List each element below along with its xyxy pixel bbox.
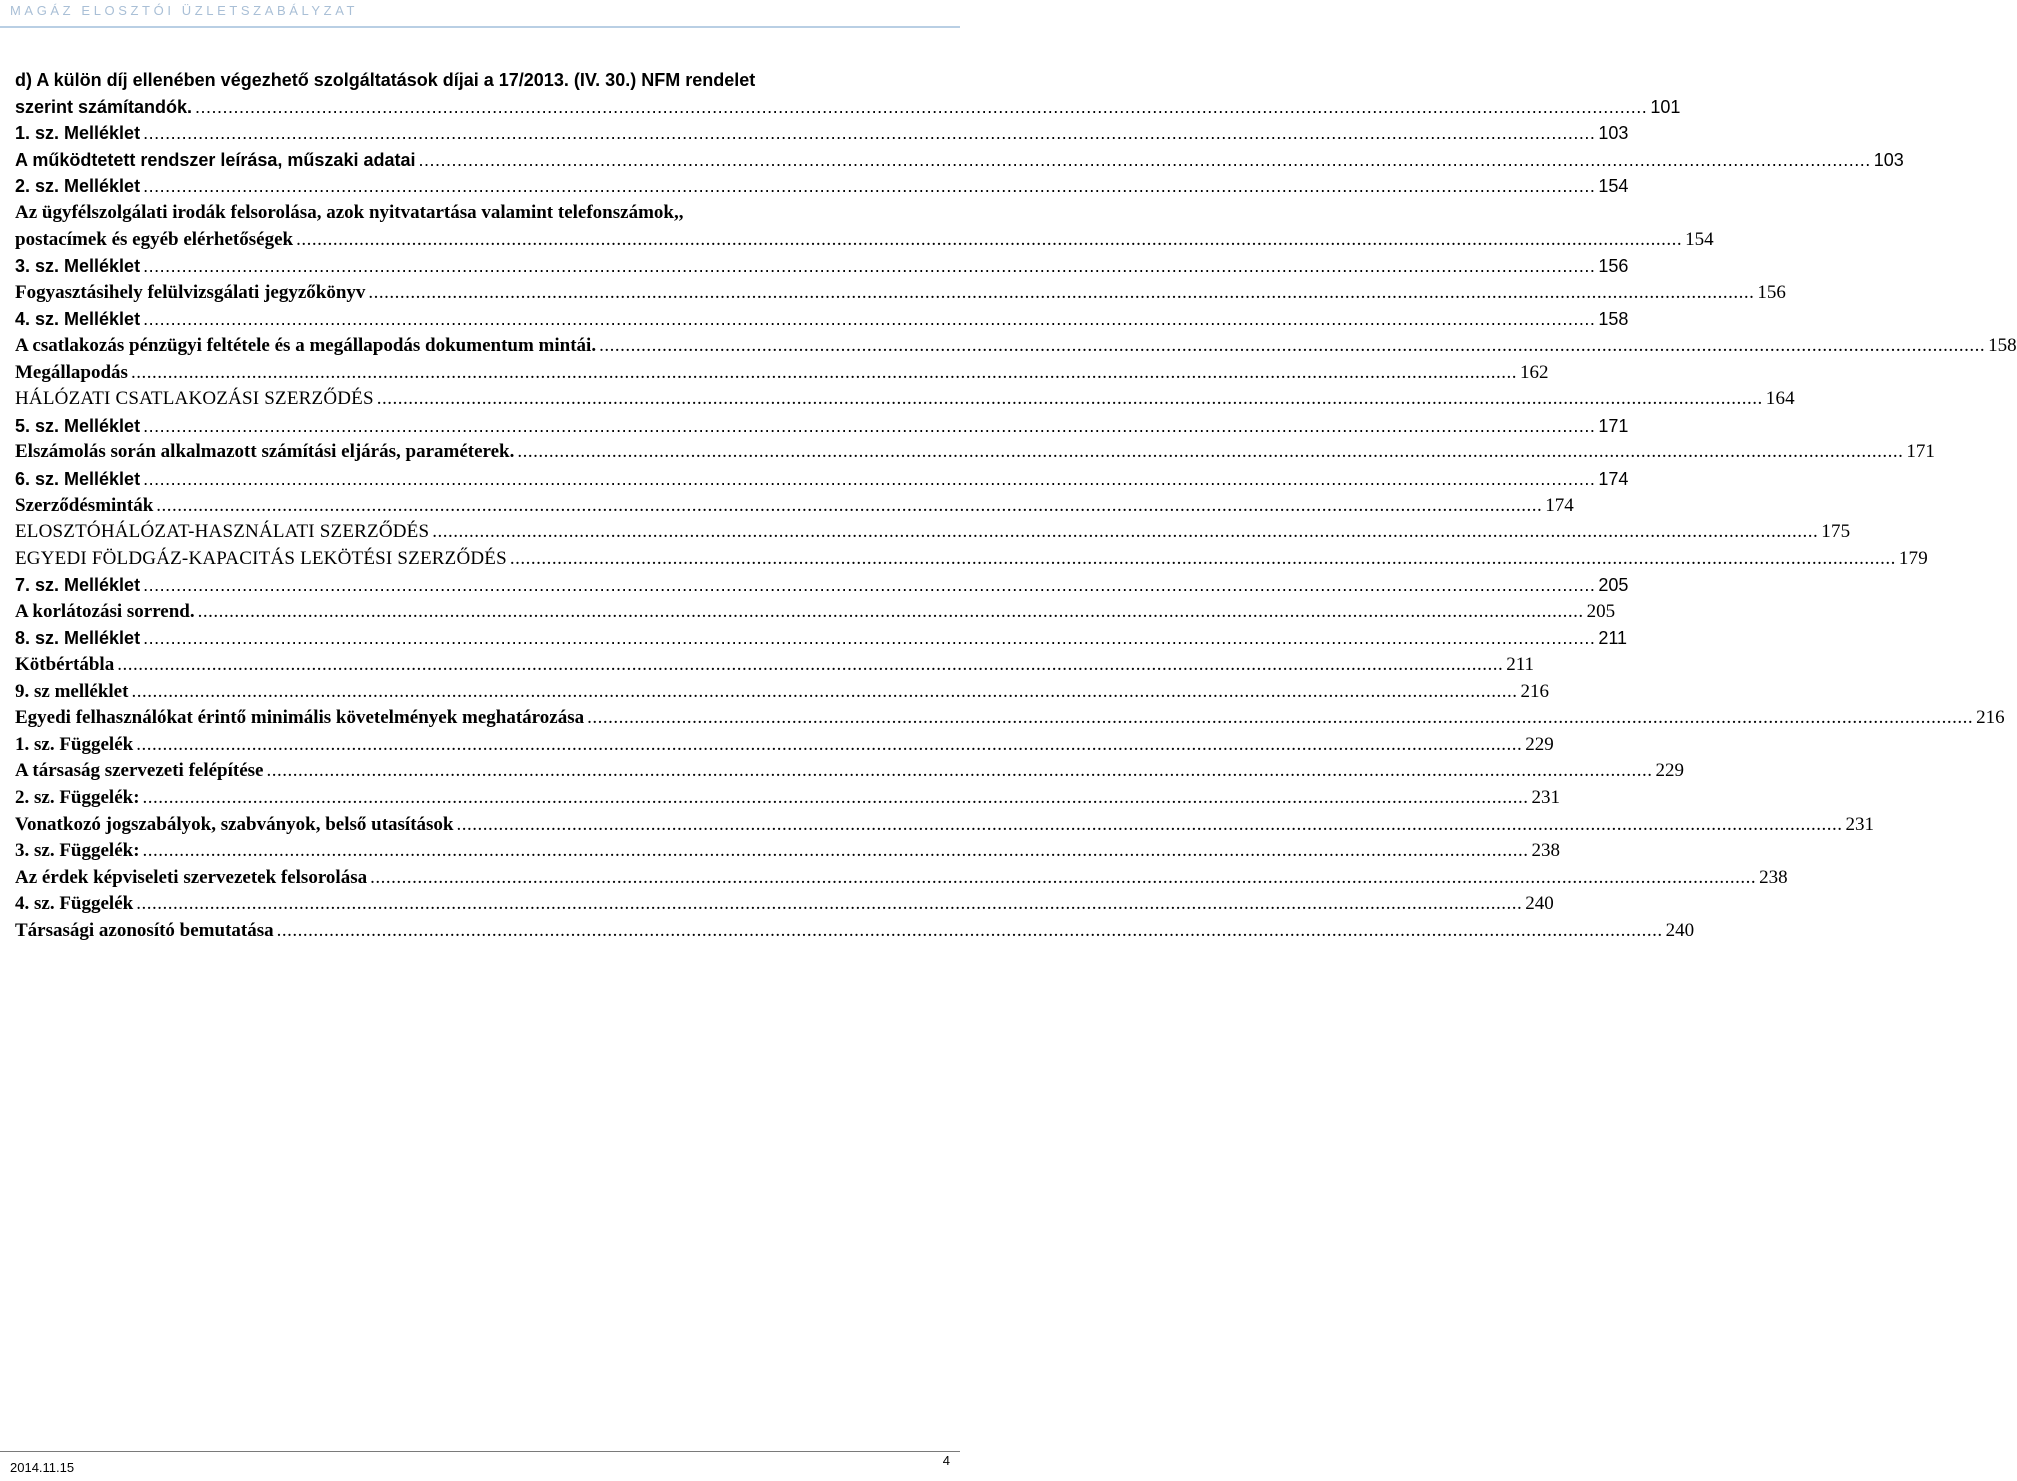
toc-entry[interactable] — [15, 599, 1616, 626]
toc-entry-title: postacímek és egyéb elérhetőségek — [15, 228, 294, 250]
toc-entry-page: 103 — [1598, 123, 1629, 144]
toc-entry-page: 240 — [1665, 920, 1695, 941]
toc-entry[interactable] — [15, 386, 1795, 413]
page-number: 4 — [942, 1453, 950, 1468]
toc-entry[interactable] — [15, 253, 1629, 280]
toc-entry-title: 3. sz. Függelék: — [15, 840, 140, 862]
toc-entry[interactable] — [15, 413, 1629, 440]
toc-entry[interactable] — [15, 812, 1874, 839]
toc-entry-page: 171 — [1906, 441, 1935, 463]
toc-entry[interactable] — [15, 572, 1629, 599]
toc-entry-title: ELOSZTÓHÁLÓZAT-HASZNÁLATI SZERZŐDÉS — [15, 521, 430, 543]
toc-entry-page: 156 — [1598, 256, 1629, 277]
toc-entry[interactable] — [15, 333, 2017, 360]
header-rule — [0, 26, 960, 28]
dot-leader — [457, 812, 1843, 839]
toc-entry-page: 158 — [1598, 309, 1629, 330]
toc-entry[interactable] — [15, 705, 2005, 732]
toc-entry-title: 3. sz. Melléklet — [15, 256, 141, 277]
toc-entry-page: 164 — [1765, 388, 1795, 410]
toc-entry-page: 175 — [1821, 521, 1851, 543]
dot-leader — [143, 625, 1595, 652]
dot-leader — [266, 758, 1652, 785]
dot-leader — [143, 838, 1529, 865]
toc-entry[interactable] — [15, 891, 1554, 918]
toc-entry[interactable] — [15, 732, 1554, 759]
toc-entry[interactable] — [15, 546, 1928, 573]
toc-entry[interactable] — [15, 652, 1535, 679]
dot-leader — [418, 147, 1870, 174]
toc-entry[interactable] — [15, 838, 1561, 865]
toc-entry-page: 238 — [1531, 840, 1561, 862]
dot-leader — [143, 306, 1595, 333]
toc-entry-title: szerint számítandók. — [15, 96, 193, 117]
toc-entry-page: 205 — [1586, 600, 1616, 622]
dot-leader — [377, 386, 1763, 413]
toc-entry[interactable] — [15, 679, 1549, 706]
toc-entry-page: 154 — [1598, 176, 1629, 197]
toc-entry-page: 174 — [1598, 468, 1629, 489]
toc-entry-page: 229 — [1655, 760, 1684, 782]
toc-entry-title: Elszámolás során alkalmazott számítási eljárás, paraméterek. — [15, 441, 515, 463]
toc-entry-title: 1. sz. Függelék — [15, 733, 134, 755]
toc-entry-title: A társaság szervezeti felépítése — [15, 760, 264, 782]
toc-entry-title: 2. sz. Függelék: — [15, 787, 140, 809]
toc-entry-page: 231 — [1531, 787, 1561, 809]
toc-entry-page: 216 — [1976, 707, 2005, 729]
dot-leader — [587, 705, 1973, 732]
toc-entry[interactable] — [15, 625, 1628, 652]
toc-entry-title: Társasági azonosító bemutatása — [15, 920, 274, 941]
toc-entry[interactable] — [15, 519, 1851, 546]
toc-entry-page: 205 — [1598, 575, 1629, 596]
toc-entry-title: 6. sz. Melléklet — [15, 468, 141, 489]
toc-entry-page: 154 — [1685, 228, 1714, 250]
toc-entry[interactable] — [15, 120, 1629, 147]
toc-entry[interactable] — [15, 173, 1629, 200]
toc-entry[interactable] — [15, 227, 1714, 254]
toc-entry-title: A korlátozási sorrend. — [15, 600, 195, 622]
toc-entry-page: 240 — [1525, 893, 1554, 915]
toc-entry[interactable] — [15, 67, 950, 94]
toc-entry-title: d) A külön díj ellenében végezhető szolgáltatások díjai a 17/2013. (IV. 30.) NFM rendelet — [15, 70, 756, 90]
dot-leader — [368, 280, 1754, 307]
toc-entry-page: 229 — [1525, 733, 1554, 755]
toc-entry[interactable] — [15, 439, 1935, 466]
toc-entry-title: Az érdek képviseleti szervezetek felsorolása — [15, 866, 368, 888]
toc-entry-title: Kötbértábla — [15, 654, 115, 676]
toc-entry-title: 9. sz melléklet — [15, 680, 129, 702]
dot-leader — [599, 333, 1985, 360]
toc-entry-title: 5. sz. Melléklet — [15, 415, 141, 436]
toc-entry-page: 231 — [1845, 813, 1874, 835]
toc-entry-title: Megállapodás — [15, 361, 128, 383]
toc-entry-title: HÁLÓZATI CSATLAKOZÁSI SZERZŐDÉS — [15, 388, 374, 410]
toc-entry-title: A csatlakozás pénzügyi feltétele és a megállapodás dokumentum mintái. — [15, 334, 597, 356]
toc-entry-page: 158 — [1988, 334, 2017, 356]
dot-leader — [131, 679, 1517, 706]
toc-entry-page: 162 — [1519, 361, 1549, 383]
toc-entry-page: 211 — [1598, 628, 1628, 649]
toc-entry-page: 174 — [1545, 494, 1574, 516]
toc-entry-title: Vonatkozó jogszabályok, szabványok, belső utasítások — [15, 813, 454, 835]
toc-entry-title: Az ügyfélszolgálati irodák felsorolása, azok nyitvatartása valamint telefonszámok,, — [15, 201, 684, 223]
toc-entry-page: 179 — [1898, 547, 1928, 569]
dot-leader — [143, 572, 1595, 599]
dot-leader — [136, 891, 1522, 918]
dot-leader — [143, 466, 1595, 493]
toc-entry[interactable] — [15, 147, 1904, 174]
dot-leader — [117, 652, 1503, 679]
toc-entry-page: 156 — [1757, 281, 1786, 303]
toc-entry[interactable] — [15, 493, 1574, 520]
toc-entry[interactable] — [15, 785, 1561, 812]
toc-entry-title: 1. sz. Melléklet — [15, 123, 141, 144]
dot-leader — [195, 94, 1647, 121]
toc-entry[interactable] — [15, 200, 950, 227]
dot-leader — [277, 918, 1663, 945]
toc-entry-title: EGYEDI FÖLDGÁZ-KAPACITÁS LEKÖTÉSI SZERZŐDÉS — [15, 547, 507, 569]
toc-entry-title: Szerződésminták — [15, 494, 154, 516]
dot-leader — [143, 413, 1595, 440]
toc-entry-title: A működtetett rendszer leírása, műszaki adatai — [15, 149, 416, 170]
toc-entry-title: 2. sz. Melléklet — [15, 176, 141, 197]
dot-leader — [131, 360, 1517, 387]
toc-entry-page: 171 — [1598, 415, 1629, 436]
toc-entry[interactable] — [15, 758, 1684, 785]
toc-entry-title: 4. sz. Függelék — [15, 893, 134, 915]
dot-leader — [156, 493, 1542, 520]
toc-entry-page: 103 — [1873, 149, 1904, 170]
toc-entry[interactable] — [15, 360, 1549, 387]
dot-leader — [510, 546, 1896, 573]
toc-entry[interactable] — [15, 306, 1629, 333]
toc-entry[interactable] — [15, 94, 1681, 121]
footer-date: 2014.11.15 — [10, 1460, 75, 1475]
dot-leader — [432, 519, 1818, 546]
toc-entry[interactable] — [15, 466, 1629, 493]
toc-entry[interactable] — [15, 865, 1788, 892]
toc-entry-page: 238 — [1759, 866, 1788, 888]
toc-entry-page: 101 — [1650, 96, 1681, 117]
toc-entry-page: 211 — [1506, 654, 1535, 676]
toc-entry[interactable] — [15, 918, 1695, 945]
dot-leader — [198, 599, 1584, 626]
dot-leader — [136, 732, 1522, 759]
dot-leader — [296, 227, 1682, 254]
table-of-contents — [15, 67, 2017, 945]
dot-leader — [370, 865, 1756, 892]
dot-leader — [143, 173, 1595, 200]
dot-leader — [143, 120, 1595, 147]
toc-entry-title: Egyedi felhasználókat érintő minimális követelmények meghatározása — [15, 707, 585, 729]
dot-leader — [143, 253, 1595, 280]
running-header: MAGÁZ ELOSZTÓI ÜZLETSZABÁLYZAT — [10, 3, 359, 18]
toc-entry-title: 7. sz. Melléklet — [15, 575, 141, 596]
toc-entry[interactable] — [15, 280, 1786, 307]
toc-entry-title: 4. sz. Melléklet — [15, 309, 141, 330]
footer-rule — [0, 1451, 960, 1452]
dot-leader — [143, 785, 1529, 812]
toc-entry-title: 8. sz. Melléklet — [15, 628, 141, 649]
dot-leader — [517, 439, 1903, 466]
toc-entry-title: Fogyasztásihely felülvizsgálati jegyzőkönyv — [15, 281, 366, 303]
toc-entry-page: 216 — [1520, 680, 1549, 702]
